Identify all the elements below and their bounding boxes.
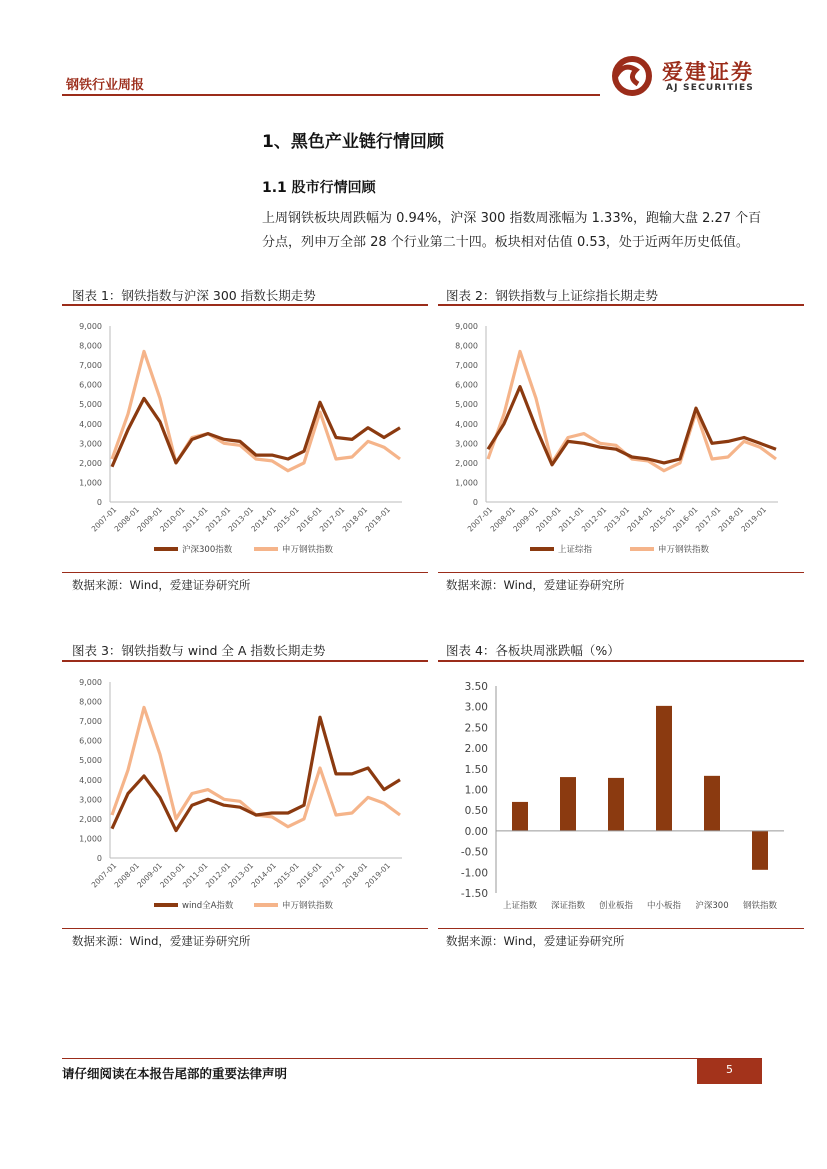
logo-english-name: AJ SECURITIES [666,83,754,93]
y-tick-label: 9,000 [79,678,102,687]
y-tick-label: 0 [96,854,102,863]
category-label: 钢铁指数 [742,901,778,911]
x-tick-label: 2019-01 [739,505,769,534]
series-line-1 [112,351,400,470]
figure-1-source: 数据来源：Wind，爱建证券研究所 [72,578,251,592]
x-tick-label: 2007-01 [89,505,119,534]
bar-0 [512,802,528,831]
x-tick-label: 2007-01 [89,861,119,890]
figure-2-title: 图表 2：钢铁指数与上证综指长期走势 [446,288,658,303]
x-tick-label: 2015-01 [272,861,301,890]
x-tick-label: 2016-01 [671,505,700,534]
series-line-1 [112,707,400,826]
y-tick-label: 2.50 [464,722,488,735]
x-tick-label: 2015-01 [272,505,301,534]
y-tick-label: 9,000 [79,322,102,331]
y-tick-label: 1,000 [455,478,478,488]
legend-label-0: wind全A指数 [182,901,234,911]
figure-3-top-rule [62,660,428,662]
bar-4 [704,776,720,831]
figure-3-title: 图表 3：钢铁指数与 wind 全 A 指数长期走势 [72,643,326,658]
y-tick-label: -0.50 [460,846,488,859]
y-tick-label: 1.00 [464,784,488,797]
figure-2-top-rule [438,304,804,306]
y-tick-label: 1.50 [464,763,488,776]
y-tick-label: 2,000 [79,458,102,468]
x-tick-label: 2009-01 [511,505,540,534]
x-tick-label: 2008-01 [112,861,142,890]
page-number: 5 [697,1059,762,1084]
figure-2-bottom-rule [438,572,804,573]
y-tick-label: 2,000 [455,458,478,468]
body-paragraph: 上周钢铁板块周跌幅为 0.94%，沪深 300 指数周涨幅为 1.33%，跑输大盘 2.27 个百分点，列申万全部 28 个行业第二十四。板块相对估值 0.53，处于近两年历史低值。 [262,211,762,250]
y-tick-label: 3.50 [464,681,488,693]
figure-3-chart [62,668,428,923]
x-tick-label: 2014-01 [249,505,278,534]
figure-4-title: 图表 4：各板块周涨跌幅（%） [446,643,620,658]
logo-chinese-name: 爱建证券 [662,60,754,84]
x-tick-label: 2013-01 [226,505,256,534]
x-tick-label: 2009-01 [135,505,164,534]
y-tick-label: 4,000 [79,775,102,785]
x-tick-label: 2011-01 [180,861,210,890]
bar-3 [656,706,672,831]
category-label: 沪深300 [695,901,729,911]
x-tick-label: 2014-01 [625,505,654,534]
bar-1 [560,777,576,831]
footer-disclaimer: 请仔细阅读在本报告尾部的重要法律声明 [62,1066,288,1081]
x-tick-label: 2015-01 [648,505,677,534]
y-tick-label: 8,000 [79,697,102,707]
y-tick-label: 2,000 [79,814,102,824]
figure-1-title: 图表 1：钢铁指数与沪深 300 指数长期走势 [72,288,316,303]
legend-label-1: 申万钢铁指数 [282,545,334,555]
y-tick-label: 5,000 [79,756,102,766]
y-tick-label: 6,000 [79,736,102,746]
x-tick-label: 2017-01 [693,505,723,534]
company-logo [608,56,778,96]
x-tick-label: 2013-01 [226,861,256,890]
x-tick-label: 2017-01 [317,505,347,534]
y-tick-label: 7,000 [79,361,102,371]
series-line-0 [112,717,400,830]
y-tick-label: 8,000 [455,341,478,351]
y-tick-label: 8,000 [79,341,102,351]
y-tick-label: -1.50 [460,888,488,900]
y-tick-label: 6,000 [455,380,478,390]
x-tick-label: 2018-01 [340,505,370,534]
x-tick-label: 2008-01 [488,505,518,534]
x-tick-label: 2018-01 [340,861,370,890]
x-tick-label: 2012-01 [579,505,609,534]
y-tick-label: 9,000 [455,322,478,331]
x-tick-label: 2010-01 [158,505,187,534]
x-tick-label: 2012-01 [203,505,233,534]
x-tick-label: 2018-01 [716,505,746,534]
category-label: 深证指数 [550,901,586,911]
report-header-title: 钢铁行业周报 [66,78,145,93]
y-tick-label: 5,000 [455,400,478,410]
bar-5 [752,831,768,870]
figure-4-top-rule [438,660,804,662]
figure-4-chart [438,668,804,923]
x-tick-label: 2019-01 [363,861,393,890]
x-tick-label: 2011-01 [556,505,586,534]
y-tick-label: 0 [472,498,478,507]
x-tick-label: 2019-01 [363,505,393,534]
y-tick-label: -1.00 [460,867,488,880]
y-tick-label: 0.50 [464,805,488,818]
y-tick-label: 3,000 [79,439,102,449]
y-tick-label: 4,000 [79,419,102,429]
subsection-title: 1.1 股市行情回顾 [262,180,376,196]
figure-3-bottom-rule [62,928,428,929]
figure-2-chart [438,312,804,567]
x-tick-label: 2016-01 [295,505,324,534]
section-title: 1、黑色产业链行情回顾 [262,132,444,152]
x-tick-label: 2012-01 [203,861,233,890]
x-tick-label: 2016-01 [295,861,324,890]
y-tick-label: 7,000 [455,361,478,371]
legend-label-0: 上证综指 [558,545,593,555]
x-tick-label: 2010-01 [158,861,187,890]
y-tick-label: 5,000 [79,400,102,410]
y-tick-label: 3.00 [464,701,488,714]
x-tick-label: 2013-01 [602,505,632,534]
logo-mark-icon [608,56,656,96]
figure-4-bottom-rule [438,928,804,929]
x-tick-label: 2014-01 [249,861,278,890]
figure-4-source: 数据来源：Wind，爱建证券研究所 [446,934,625,948]
figure-2-source: 数据来源：Wind，爱建证券研究所 [446,578,625,592]
bar-2 [608,778,624,831]
x-tick-label: 2010-01 [534,505,563,534]
figure-3-source: 数据来源：Wind，爱建证券研究所 [72,934,251,948]
x-tick-label: 2009-01 [135,861,164,890]
figure-1-bottom-rule [62,572,428,573]
y-tick-label: 2.00 [464,743,488,756]
y-tick-label: 1,000 [79,478,102,488]
category-label: 上证指数 [502,901,538,911]
y-tick-label: 7,000 [79,717,102,727]
x-tick-label: 2007-01 [465,505,495,534]
y-tick-label: 1,000 [79,834,102,844]
category-label: 中小板指 [646,901,682,911]
x-tick-label: 2008-01 [112,505,142,534]
footer-divider [62,1058,762,1059]
y-tick-label: 3,000 [455,439,478,449]
header-divider [62,94,600,96]
y-tick-label: 4,000 [455,419,478,429]
legend-label-1: 申万钢铁指数 [282,901,334,911]
series-line-0 [112,398,400,466]
y-tick-label: 0.00 [464,825,488,838]
x-tick-label: 2011-01 [180,505,210,534]
legend-label-0: 沪深300指数 [182,545,233,555]
x-tick-label: 2017-01 [317,861,347,890]
y-tick-label: 0 [96,498,102,507]
y-tick-label: 6,000 [79,380,102,390]
figure-1-chart [62,312,428,567]
y-tick-label: 3,000 [79,795,102,805]
figure-1-top-rule [62,304,428,306]
legend-label-1: 申万钢铁指数 [658,545,710,555]
category-label: 创业板指 [598,901,634,911]
